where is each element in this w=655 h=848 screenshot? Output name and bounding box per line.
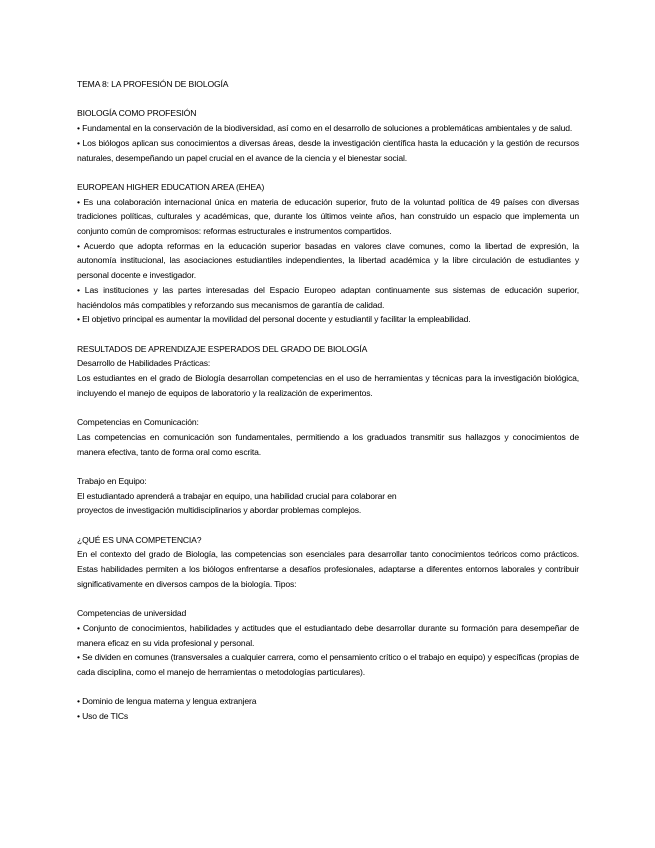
document-page [77, 77, 579, 724]
section-heading-ehea: EUROPEAN HIGHER EDUCATION AREA (EHEA) [77, 181, 265, 192]
paragraph-habilidades: Los estudiantes en el grado de Biología desarrollan competencias en el uso de herramientas y técnicas para la investigación biológica, incluyendo el manejo de equipos de laboratorio y la realización de experimentos. [77, 373, 579, 398]
paragraph-equipo-line1: El estudiantado aprenderá a trabajar en equipo, una habilidad crucial para colaborar en [77, 490, 397, 501]
competencias-list [77, 694, 579, 723]
bullet-item: • Conjunto de conocimientos, habilidades y actitudes que el estudiantado debe desarrollar durante su formación para desempeñar de manera eficaz en su vida profesional y personal. [77, 622, 579, 648]
spacer [77, 165, 579, 180]
list-item: • Dominio de lengua materna y lengua extranjera [77, 696, 257, 707]
bullet-item: • Acuerdo que adopta reformas en la educación superior basadas en valores clave comunes, como la libertad de expresión, la autonomía institucional, las asociaciones estudiantiles independientes, la libertad académica y la libre circulación de estudiantes y personal docente e investigador. [77, 240, 579, 281]
list-item: • Uso de TICs [77, 711, 129, 722]
spacer [77, 518, 579, 533]
section-heading-biologia-profesion: BIOLOGÍA COMO PROFESIÓN [77, 108, 197, 119]
spacer [77, 680, 579, 695]
subsection-title-equipo: Trabajo en Equipo: [77, 475, 147, 486]
spacer [77, 400, 579, 415]
spacer [77, 459, 579, 474]
bullet-item: • Es una colaboración internacional única en materia de educación superior, fruto de la voluntad política de 49 países con diversas tradiciones políticas, culturales y académicas, que, durante los últimos veinte años, han construido un espacio que implementa un conjunto común de compromisos: reformas estructurales e instrumentos compartidos. [77, 196, 579, 236]
spacer [77, 327, 579, 342]
section-heading-resultados: RESULTADOS DE APRENDIZAJE ESPERADOS DEL GRADO DE BIOLOGÍA [77, 343, 368, 354]
bullet-item: • Fundamental en la conservación de la biodiversidad, así como en el desarrollo de soluciones a problemáticas ambientales y de salud. [77, 123, 573, 134]
bullet-item: • El objetivo principal es aumentar la movilidad del personal docente y estudiantil y facilitar la empleabilidad. [77, 314, 471, 325]
bullet-list-biologia-profesion [77, 121, 579, 165]
subsection-title-habilidades: Desarrollo de Habilidades Prácticas: [77, 358, 211, 369]
section-heading-competencias-universidad: Competencias de universidad [77, 608, 187, 619]
paragraph-competencia: En el contexto del grado de Biología, las competencias son esenciales para desarrollar tanto conocimientos teóricos como prácticos. Estas habilidades permiten a los biólogos enfrentarse a desafíos profesionales, adaptarse a diferentes entornos laborales y contribuir significativamente en diversos campos de la biología. Tipos: [77, 549, 579, 589]
section-heading-competencia: ¿QUÉ ES UNA COMPETENCIA? [77, 534, 202, 545]
paragraph-equipo-line2: proyectos de investigación multidisciplinarios y abordar problemas complejos. [77, 505, 362, 516]
subsection-title-comunicacion: Competencias en Comunicación: [77, 417, 199, 428]
bullet-item: • Se dividen en comunes (transversales a cualquier carrera, como el pensamiento crítico o el trabajo en equipo) y específicas (propias de cada disciplina, como el manejo de herramientas o metodologías particulares). [77, 652, 579, 678]
bullet-item: • Los biólogos aplican sus conocimientos a diversas áreas, desde la investigación científica hasta la educación y la gestión de recursos naturales, desempeñando un papel crucial en el avance de la ciencia y el bienestar social. [77, 137, 579, 163]
document-title: TEMA 8: LA PROFESIÓN DE BIOLOGÍA [77, 79, 229, 89]
bullet-item: • Las instituciones y las partes interesadas del Espacio Europeo adaptan continuamente sus sistemas de educación superior, haciéndolos más compatibles y reforzando sus mecanismos de garantía de calidad. [77, 284, 579, 310]
spacer [77, 92, 579, 107]
bullet-list-ehea [77, 195, 579, 327]
spacer [77, 592, 579, 607]
bullet-list-competencias-universidad [77, 621, 579, 680]
paragraph-comunicacion: Las competencias en comunicación son fundamentales, permitiendo a los graduados transmitir sus hallazgos y conocimientos de manera efectiva, tanto de forma oral como escrita. [77, 431, 579, 457]
